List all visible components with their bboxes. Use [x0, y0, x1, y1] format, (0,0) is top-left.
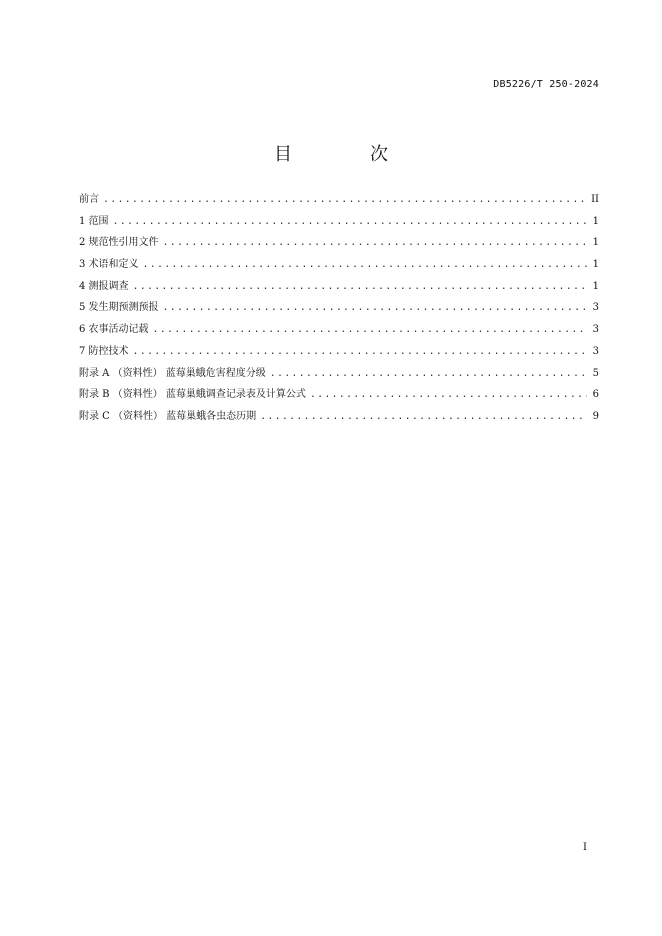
document-code: DB5226/T 250-2024: [493, 79, 599, 90]
toc-entry-page: 3: [592, 345, 599, 357]
toc-entry-control-techniques[interactable]: [79, 345, 599, 367]
toc-entry-page: 5: [592, 367, 599, 379]
toc-entry-label: 附录 B （资料性） 蓝莓巢蛾调查记录表及计算公式: [79, 389, 306, 401]
toc-leader-dots: [260, 410, 587, 424]
toc-entry-page: 3: [592, 302, 599, 314]
toc-entry-farming-records[interactable]: [79, 323, 599, 345]
toc-entry-appendix-c[interactable]: [79, 410, 599, 432]
toc-leader-dots: [103, 193, 587, 207]
toc-entry-normative-references[interactable]: [79, 236, 599, 258]
toc-entry-foreword[interactable]: [79, 193, 599, 215]
toc-entry-terms-definitions[interactable]: [79, 258, 599, 280]
toc-entry-appendix-b[interactable]: [79, 388, 599, 410]
toc-entry-appendix-a[interactable]: [79, 367, 599, 389]
toc-entry-label: 附录 C （资料性） 蓝莓巢蛾各虫态历期: [79, 410, 257, 422]
toc-leader-dots: [143, 258, 587, 272]
toc-entry-page: 1: [592, 215, 599, 227]
toc-entry-forecast[interactable]: [79, 301, 599, 323]
toc-entry-page: II: [591, 194, 599, 205]
toc-entry-scope[interactable]: [79, 215, 599, 237]
table-of-contents: [79, 193, 599, 432]
toc-entry-label: 前言: [79, 194, 99, 205]
toc-leader-dots: [153, 323, 587, 337]
toc-leader-dots: [113, 215, 587, 229]
toc-entry-page: 1: [592, 280, 599, 292]
toc-entry-label: 3 术语和定义: [79, 259, 139, 271]
toc-entry-label: 4 测报调查: [79, 280, 129, 292]
toc-entry-label: 2 规范性引用文件: [79, 237, 159, 249]
toc-entry-label: 5 发生期预测预报: [79, 302, 159, 314]
toc-entry-page: 9: [592, 410, 599, 422]
toc-entry-page: 1: [592, 237, 599, 249]
toc-leader-dots: [310, 388, 587, 402]
toc-leader-dots: [163, 236, 587, 250]
toc-entry-survey[interactable]: [79, 280, 599, 302]
toc-leader-dots: [163, 301, 587, 315]
toc-entry-label: 附录 A （资料性） 蓝莓巢蛾危害程度分级: [79, 367, 266, 379]
toc-entry-label: 6 农事活动记载: [79, 324, 149, 336]
toc-leader-dots: [133, 345, 587, 359]
toc-title: 目 次: [274, 144, 418, 165]
page-number: I: [583, 842, 587, 853]
toc-entry-page: 3: [592, 324, 599, 336]
toc-entry-label: 1 范围: [79, 215, 109, 227]
toc-entry-page: 6: [592, 389, 599, 401]
toc-entry-label: 7 防控技术: [79, 345, 129, 357]
toc-entry-page: 1: [592, 259, 599, 271]
toc-leader-dots: [270, 367, 587, 381]
toc-leader-dots: [133, 280, 587, 294]
